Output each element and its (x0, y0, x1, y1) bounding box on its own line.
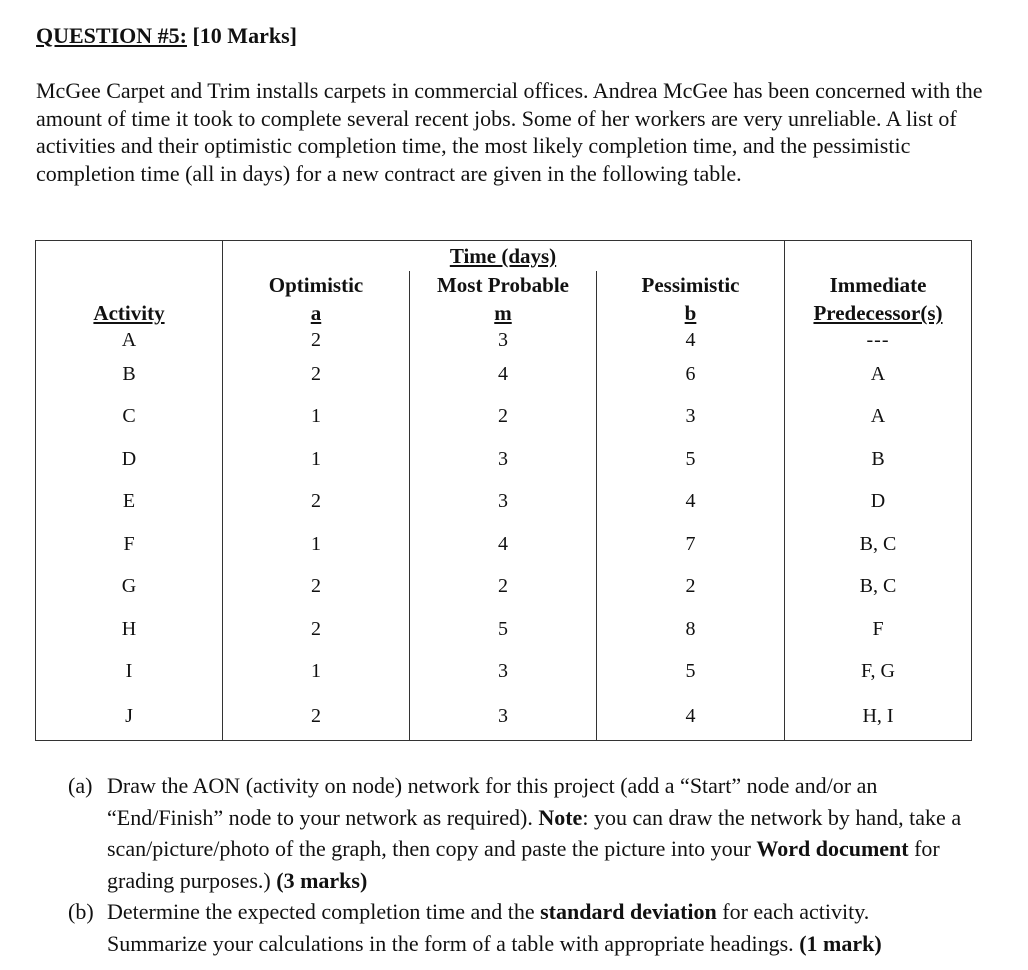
activity-table (35, 240, 972, 741)
table-row: E 2 3 4 D (36, 481, 972, 524)
table-row: B 2 4 6 A (36, 353, 972, 396)
table-row: D 1 3 5 B (36, 438, 972, 481)
question-part-a: (a) Draw the AON (activity on node) network for this project (add a “Start” node and/or an “End/Finish” node to your network as required). Note: you can draw the network by hand, take a scan/picture/photo of the graph, then copy and paste the picture into your Word document for grading purposes.) (3 marks) (68, 770, 968, 896)
pessimistic-header: Pessimistic (597, 271, 785, 299)
predecessor-header: Predecessor(s) (785, 299, 972, 328)
optimistic-symbol: a (223, 299, 410, 328)
optimistic-header: Optimistic (223, 271, 410, 299)
most-probable-symbol: m (410, 299, 597, 328)
table-row: G 2 2 2 B, C (36, 566, 972, 609)
most-probable-header: Most Probable (410, 271, 597, 299)
question-parts (68, 770, 968, 959)
table-row: I 1 3 5 F, G (36, 651, 972, 694)
pessimistic-symbol: b (597, 299, 785, 328)
table-row: C 1 2 3 A (36, 396, 972, 439)
activity-header: Activity (36, 299, 223, 328)
question-part-b: (b) Determine the expected completion time and the standard deviation for each activity. Summarize your calculations in the form of a table with appropriate headings. (1 mark) (68, 896, 968, 959)
question-marks: [10 Marks] (186, 23, 297, 48)
time-days-header: Time (days) (410, 241, 597, 272)
table-row: A 2 3 4 --- (36, 328, 972, 353)
table-row: J 2 3 4 H, I (36, 693, 972, 740)
table-row: F 1 4 7 B, C (36, 523, 972, 566)
immediate-header: Immediate (785, 271, 972, 299)
intro-paragraph: McGee Carpet and Trim installs carpets in commercial offices. Andrea McGee has been concerned with the amount of time it took to complete several recent jobs. Some of her workers are very unreliable. A list of activities and their optimistic completion time, the most likely completion time, and the pessimistic completion time (all in days) for a new contract are given in the following table. (36, 78, 983, 186)
part-a-label: (a) (68, 773, 93, 798)
question-title: QUESTION #5: (36, 23, 187, 48)
table-row: H 2 5 8 F (36, 608, 972, 651)
question-heading (36, 22, 297, 50)
part-b-label: (b) (68, 899, 94, 924)
